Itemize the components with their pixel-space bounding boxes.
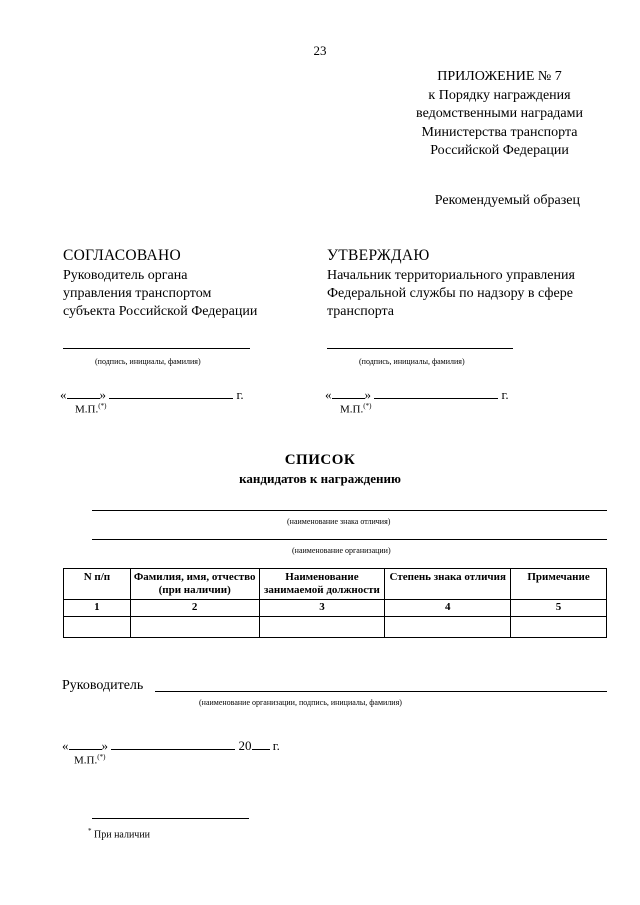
agreed-stamp [75, 402, 106, 416]
header-number: N п/п [64, 569, 131, 600]
award-name-line[interactable] [92, 510, 607, 511]
agreed-date-row [60, 387, 244, 403]
column-number: 1 [64, 600, 131, 617]
agreed-heading: СОГЛАСОВАНО [63, 247, 182, 264]
footnote [88, 827, 150, 840]
document-title [0, 452, 640, 487]
date-close-quote: » [364, 387, 371, 402]
column-number: 3 [259, 600, 385, 617]
agreed-line: Руководитель органа [63, 268, 188, 283]
manager-signature-line[interactable] [155, 691, 607, 692]
approved-month-blank[interactable] [374, 398, 498, 399]
manager-label: Руководитель [62, 678, 144, 693]
column-number: 2 [130, 600, 259, 617]
manager-date-row [62, 738, 280, 754]
title-sub: кандидатов к награждению [239, 471, 401, 486]
award-name-caption: (наименование знака отличия) [287, 517, 391, 526]
manager-caption: (наименование организации, подпись, инициалы, фамилия) [199, 698, 402, 707]
table-cell[interactable] [259, 617, 385, 638]
organization-name-line[interactable] [92, 539, 607, 540]
date-open-quote: « [60, 387, 67, 402]
approved-line: Федеральной службы по надзору в сфере [327, 286, 573, 301]
manager-year-blank[interactable] [252, 749, 270, 750]
approved-date-row [325, 387, 509, 403]
appendix-line: ведомственными наградами [416, 106, 583, 121]
appendix-line: Министерства транспорта [421, 124, 578, 140]
column-number: 5 [511, 600, 607, 617]
stamp-label: М.П. [74, 754, 98, 767]
organization-name-caption: (наименование организации) [292, 546, 391, 555]
date-open-quote: « [62, 738, 69, 753]
table-cell[interactable] [64, 617, 131, 638]
manager-day-blank[interactable] [69, 749, 102, 750]
page-number: 23 [313, 43, 327, 58]
agreed-signature-line[interactable] [63, 348, 250, 349]
year-suffix: г. [272, 738, 280, 753]
footnote-text: При наличии [94, 829, 151, 841]
stamp-label: М.П. [75, 403, 99, 416]
table-cell[interactable] [385, 617, 511, 638]
agreed-block [63, 247, 257, 321]
approved-heading: УТВЕРЖДАЮ [327, 247, 430, 264]
candidates-table [63, 568, 607, 638]
year-suffix: г. [501, 387, 509, 402]
date-open-quote: « [325, 387, 332, 402]
manager-month-blank[interactable] [111, 749, 235, 750]
approved-block [327, 247, 575, 321]
agreed-month-blank[interactable] [109, 398, 233, 399]
table-row [64, 617, 607, 638]
approved-signature-line[interactable] [327, 348, 513, 349]
approved-stamp [340, 402, 371, 416]
year-suffix: г. [236, 387, 244, 402]
approved-line: Начальник территориального управления [327, 268, 575, 283]
table-cell[interactable] [130, 617, 259, 638]
appendix-line: к Порядку награждения [428, 87, 571, 103]
approved-line: транспорта [327, 304, 395, 319]
header-position: Наименование занимаемой должности [259, 569, 385, 600]
date-close-quote: » [99, 387, 106, 402]
stamp-mark: (*) [363, 402, 372, 410]
appendix-header [416, 68, 583, 161]
column-number: 4 [385, 600, 511, 617]
manager-stamp [74, 753, 105, 767]
header-full-name: Фамилия, имя, отчество (при наличии) [130, 569, 259, 600]
header-note: Примечание [511, 569, 607, 600]
appendix-line: Российской Федерации [430, 143, 569, 158]
agreed-line: субъекта Российской Федерации [63, 304, 258, 319]
header-award-degree: Степень знака отличия [385, 569, 511, 600]
stamp-mark: (*) [98, 402, 107, 410]
approved-signature-caption: (подпись, инициалы, фамилия) [359, 357, 465, 366]
stamp-mark: (*) [97, 753, 106, 761]
table-header-row [64, 569, 607, 600]
table-number-row [64, 600, 607, 617]
sample-label: Рекомендуемый образец [434, 193, 580, 208]
agreed-line: управления транспортом [63, 286, 212, 301]
footnote-mark: * [88, 827, 92, 835]
footnote-divider [92, 818, 249, 819]
stamp-label: М.П. [340, 403, 364, 416]
title-main: СПИСОК [284, 452, 356, 468]
approved-day-blank[interactable] [332, 398, 365, 399]
agreed-day-blank[interactable] [67, 398, 100, 399]
date-close-quote: » [101, 738, 108, 753]
table-cell[interactable] [511, 617, 607, 638]
appendix-line: ПРИЛОЖЕНИЕ № 7 [437, 69, 562, 84]
year-prefix: 20 [238, 738, 252, 753]
agreed-signature-caption: (подпись, инициалы, фамилия) [95, 357, 201, 366]
